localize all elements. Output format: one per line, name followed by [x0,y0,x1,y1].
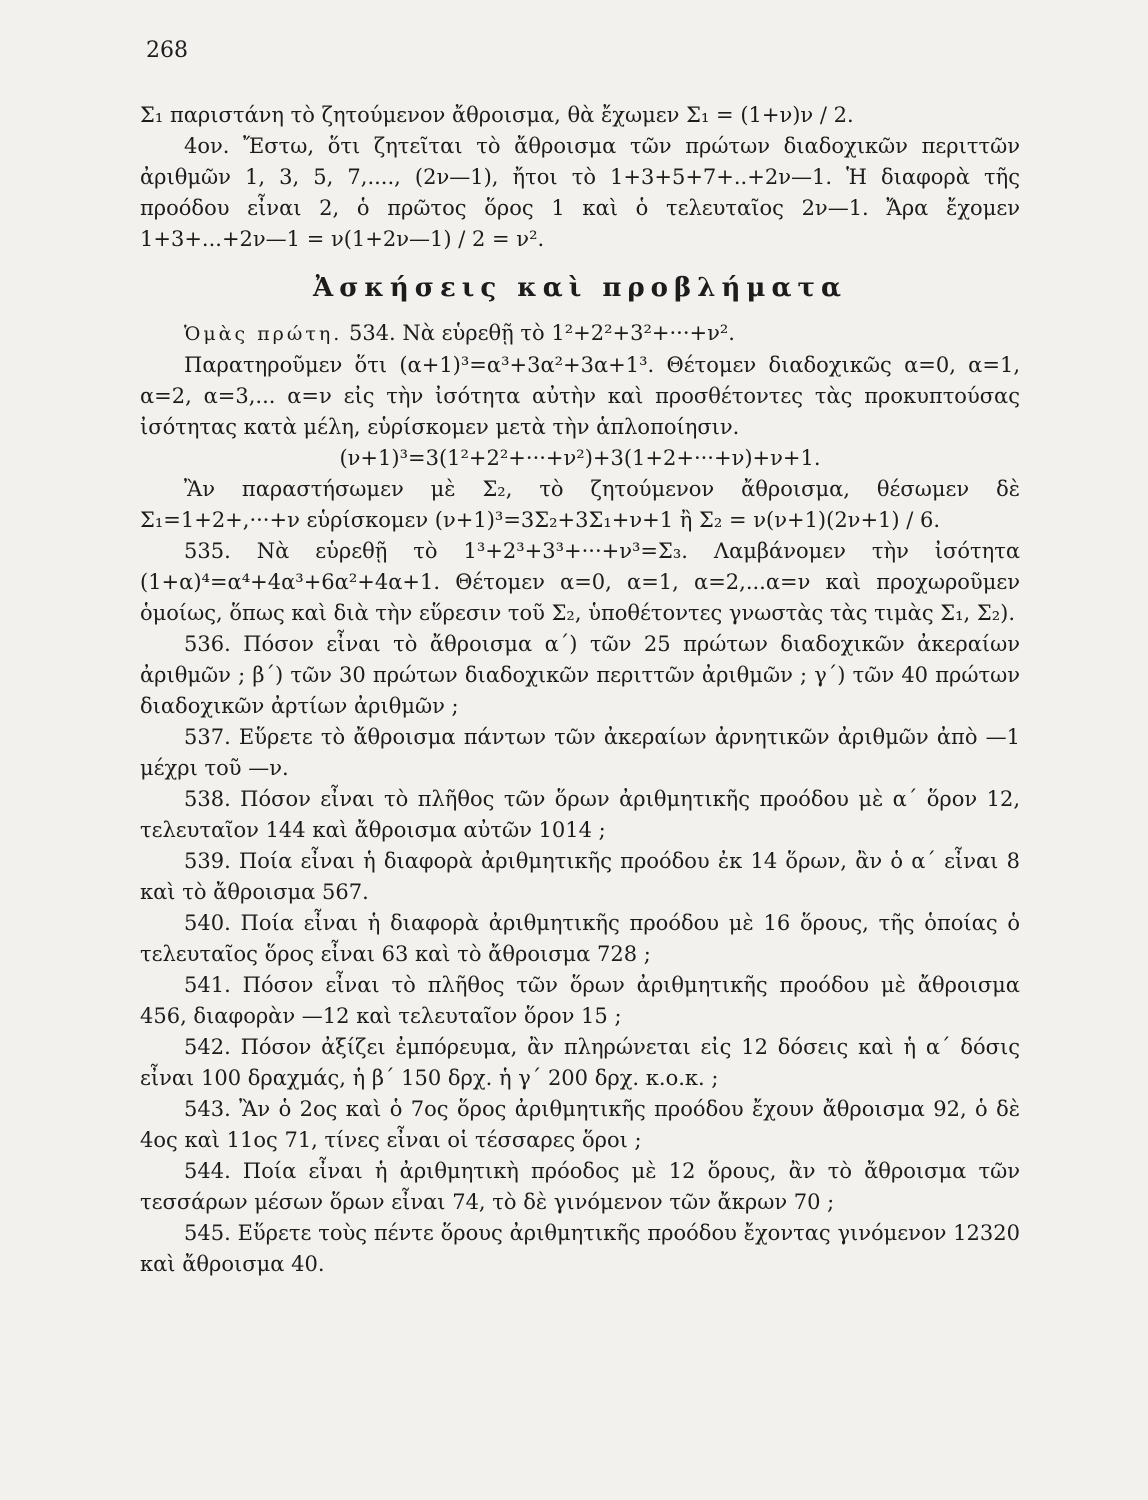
exercise-541: 541. Πόσον εἶναι τὸ πλῆθος τῶν ὅρων ἀριθμητικῆς προόδου μὲ ἄθροισμα 456, διαφορὰν —12 καὶ τελευταῖον ὅρον 15 ; [140,973,1020,1028]
exercise-544: 544. Ποία εἶναι ἡ ἀριθμητικὴ πρόοδος μὲ 12 ὅρους, ἂν τὸ ἄθροισμα τῶν τεσσάρων μέσων ὅρων εἶναι 74, τὸ δὲ γινόμενον τῶν ἄκρων 70 ; [140,1159,1020,1214]
section-heading: Ἀσκήσεις καὶ προβλήματα [313,273,847,303]
exercise-536: 536. Πόσον εἶναι τὸ ἄθροισμα α΄) τῶν 25 πρώτων διαδοχικῶν ἀκεραίων ἀριθμῶν ; β΄) τῶν 30 πρώτων διαδοχικῶν περιττῶν ἀριθμῶν ; γ΄) τῶν 40 πρώτων διαδοχικῶν ἀρτίων ἀριθμῶν ; [140,632,1020,718]
group-label: Ὁμὰς πρώτη. [184,323,343,345]
exercise-545: 545. Εὕρετε τοὺς πέντε ὅρους ἀριθμητικῆς προόδου ἔχοντας γινόμενον 12320 καὶ ἄθροισμα 40. [140,1221,1020,1276]
exercise-534-formula: (ν+1)³=3(1²+2²+···+ν²)+3(1+2+···+ν)+ν+1. [339,446,821,470]
book-page [110,28,1020,1468]
exercise-542: 542. Πόσον ἀξίζει ἐμπόρευμα, ἂν πληρώνεται εἰς 12 δόσεις καὶ ἡ α΄ δόσις εἶναι 100 δραχμάς, ἡ β΄ 150 δρχ. ἡ γ΄ 200 δρχ. κ.ο.κ. ; [140,1035,1020,1090]
exercise-540: 540. Ποία εἶναι ἡ διαφορὰ ἀριθμητικῆς προόδου μὲ 16 ὅρους, τῆς ὁποίας ὁ τελευταῖος ὅρος εἶναι 63 καὶ τὸ ἄθροισμα 728 ; [140,911,1020,966]
page-body [140,100,1020,1280]
exercise-535: 535. Νὰ εὑρεθῇ τὸ 1³+2³+3³+···+ν³=Σ₃. Λαμβάνομεν τὴν ἰσότητα (1+α)⁴=α⁴+4α³+6α²+4α+1. Θέτομεν α=0, α=1, α=2,...α=ν καὶ προχωροῦμεν ὁμοίως, ὅπως καὶ διὰ τὴν εὕρεσιν τοῦ Σ₂, ὑποθέτοντες γνωστὰς τὰς τιμὰς Σ₁, Σ₂). [140,539,1020,625]
exercise-534 [140,318,1020,350]
exercise-539: 539. Ποία εἶναι ἡ διαφορὰ ἀριθμητικῆς προόδου ἐκ 14 ὅρων, ἂν ὁ α΄ εἶναι 8 καὶ τὸ ἄθροισμα 567. [140,849,1020,904]
intro-paragraph-4: 4ον. Ἔστω, ὅτι ζητεῖται τὸ ἄθροισμα τῶν πρώτων διαδοχικῶν περιττῶν ἀριθμῶν 1, 3, 5, 7,...., (2ν—1), ἤτοι τὸ 1+3+5+7+..+2ν—1. Ἡ διαφορὰ τῆς προόδου εἶναι 2, ὁ πρῶτος ὅρος 1 καὶ ὁ τελευταῖος 2ν—1. Ἄρα ἔχομεν 1+3+...+2ν—1 = ν(1+2ν—1) / 2 = ν². [140,134,1020,251]
exercise-538: 538. Πόσον εἶναι τὸ πλῆθος τῶν ὅρων ἀριθμητικῆς προόδου μὲ α΄ ὅρον 12, τελευταῖον 144 καὶ ἄθροισμα αὐτῶν 1014 ; [140,787,1020,842]
exercise-534-explanation: Παρατηροῦμεν ὅτι (α+1)³=α³+3α²+3α+1³. Θέτομεν διαδοχικῶς α=0, α=1, α=2, α=3,... α=ν εἰς τὴν ἰσότητα αὐτὴν καὶ προσθέτοντες τὰς προκυπτούσας ἰσότητας κατὰ μέλη, εὑρίσκομεν μετὰ τὴν ἁπλοποίησιν. [140,353,1020,439]
intro-line: Σ₁ παριστάνη τὸ ζητούμενον ἄθροισμα, θὰ ἔχωμεν Σ₁ = (1+ν)ν / 2. [140,103,854,127]
exercise-534-conclusion: Ἂν παραστήσωμεν μὲ Σ₂, τὸ ζητούμενον ἄθροισμα, θέσωμεν δὲ Σ₁=1+2+,···+ν εὑρίσκομεν (ν+1)³=3Σ₂+3Σ₁+ν+1 ἢ Σ₂ = ν(ν+1)(2ν+1) / 6. [140,477,1020,532]
exercise-543: 543. Ἂν ὁ 2ος καὶ ὁ 7ος ὅρος ἀριθμητικῆς προόδου ἔχουν ἄθροισμα 92, ὁ δὲ 4ος καὶ 11ος 71, τίνες εἶναι οἱ τέσσαρες ὅροι ; [140,1097,1020,1152]
exercise-534-text: 534. Νὰ εὑρεθῇ τὸ 1²+2²+3²+···+ν². [348,321,735,345]
exercise-537: 537. Εὕρετε τὸ ἄθροισμα πάντων τῶν ἀκεραίων ἀρνητικῶν ἀριθμῶν ἀπὸ —1 μέχρι τοῦ —ν. [140,725,1020,780]
page-number: 268 [146,38,188,63]
